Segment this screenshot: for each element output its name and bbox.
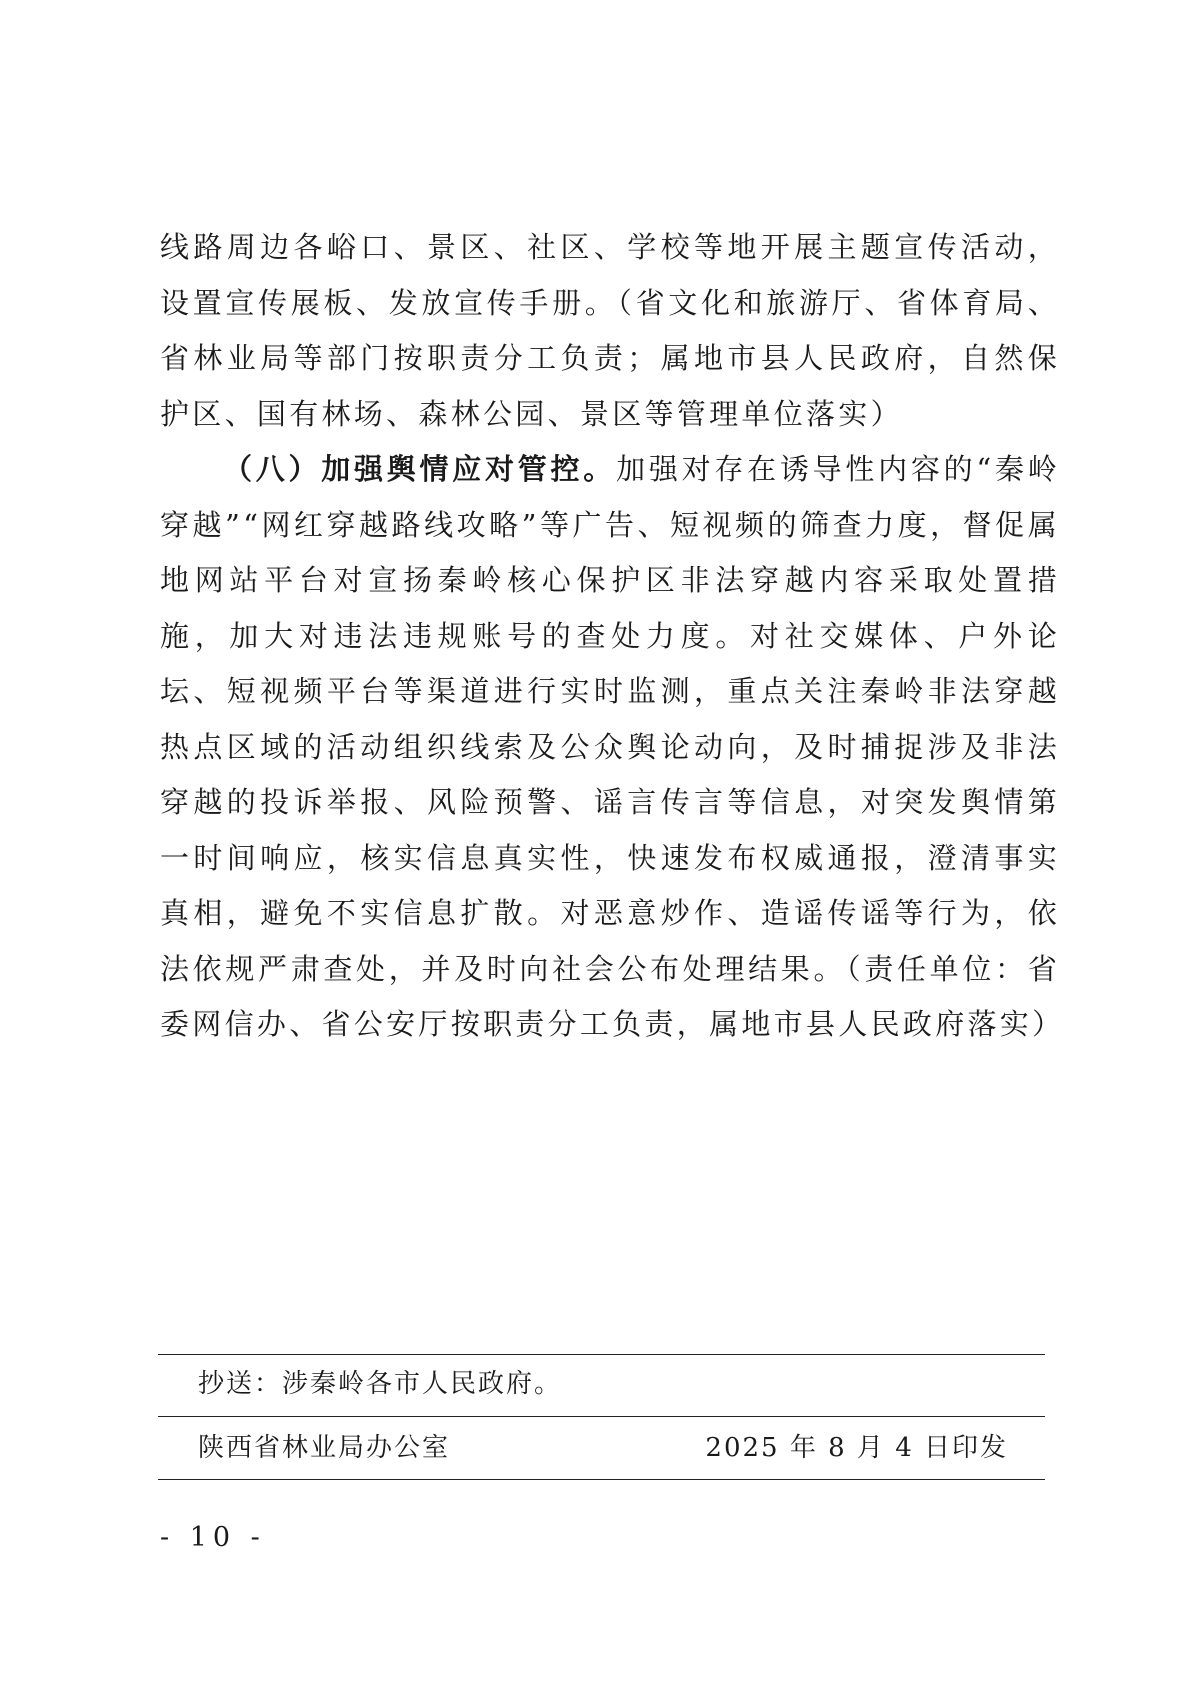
issue-date: 2025 年 8 月 4 日印发 xyxy=(705,1433,1008,1463)
issuing-office: 陕西省林业局办公室 xyxy=(198,1433,451,1463)
footer-bottom-rule xyxy=(158,1479,1045,1480)
paragraph-text: 加强对存在诱导性内容的“秦岭穿越”“网红穿越路线攻略”等广告、短视频的筛查力度，督促属地网站平台对宣扬秦岭核心保护区非法穿越内容采取处置措施，加大对违法违规账号的查处力度。对社交媒体、户外论坛、短视频平台等渠道进行实时监测，重点关注秦岭非法穿越热点区域的活动组织线索及公众舆论动向，及时捕捉涉及非法穿越的投诉举报、风险预警、谣言传言等信息，对突发舆情第一时间响应，核实信息真实性，快速发布权威通报，澄清事实真相，避免不实信息扩散。对恶意炒作、造谣传谣等行为，依法依规严肃查处，并及时向社会公布处理结果。（责任单位：省委网信办、省公安厅按职责分工负责，属地市县人民政府落实） xyxy=(160,452,1065,1041)
paragraph-text: 线路周边各峪口、景区、社区、学校等地开展主题宣传活动，设置宣传展板、发放宣传手册。（省文化和旅游厅、省体育局、省林业局等部门按职责分工负责；属地市县人民政府，自然保护区、国有林场、森林公园、景区等管理单位落实） xyxy=(160,230,1060,431)
cc-recipients: 抄送：涉秦岭各市人民政府。 xyxy=(198,1369,563,1399)
section-heading: （八）加强舆情应对管控。 xyxy=(223,452,617,486)
page-number: - 10 - xyxy=(160,1522,266,1553)
footer-top-rule xyxy=(158,1354,1045,1355)
paragraph-section-8 xyxy=(160,442,1065,1053)
document-body xyxy=(160,220,1065,1053)
footer-middle-rule xyxy=(158,1416,1045,1417)
paragraph-continuation xyxy=(160,220,1060,442)
